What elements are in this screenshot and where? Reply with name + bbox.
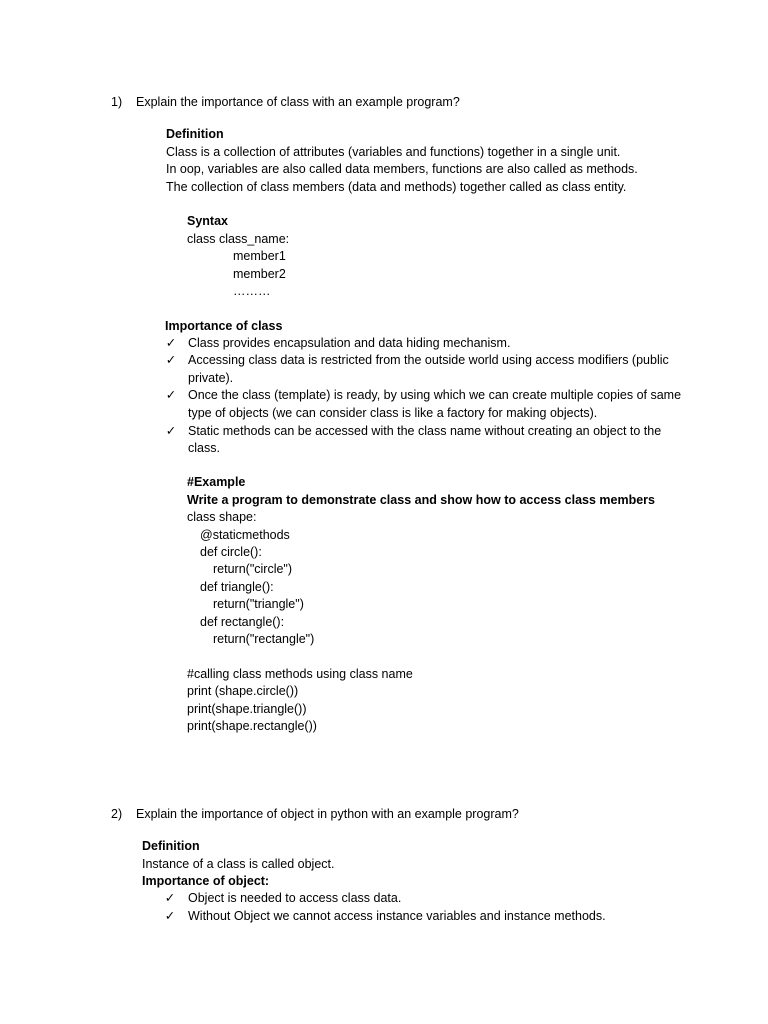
check-mark-icon: ✓ [165,388,177,402]
q1-code-line: @staticmethods [200,528,290,542]
q1-importance-point: Accessing class data is restricted from the outside world using access modifiers (public [188,353,669,367]
q1-importance-point: class. [188,441,220,455]
q2-importance-point: Object is needed to access class data. [188,891,402,905]
q1-call-line: #calling class methods using class name [187,667,413,681]
check-mark-icon: ✓ [164,909,176,923]
q1-question: Explain the importance of class with an example program? [136,95,460,109]
check-mark-icon: ✓ [165,353,177,367]
q1-call-line: print (shape.circle()) [187,684,299,698]
q1-definition-line: In oop, variables are also called data members, functions are also called as methods. [166,162,638,176]
q1-code-line: def circle(): [200,545,262,559]
q1-importance-point: private). [188,371,234,385]
q1-syntax-line: member1 [233,249,286,263]
check-mark-icon: ✓ [165,424,177,438]
q1-code-line: return("triangle") [213,597,304,611]
q1-syntax-line: member2 [233,267,286,281]
check-mark-icon: ✓ [164,891,176,905]
q1-example-task: Write a program to demonstrate class and show how to access class members [187,493,655,507]
q2-definition-line: Instance of a class is called object. [142,857,335,871]
q2-importance-heading: Importance of object: [142,874,270,888]
q1-importance-point: type of objects (we can consider class is like a factory for making objects). [188,406,598,420]
q1-code-line: return("rectangle") [213,632,315,646]
q1-number: 1) [111,95,123,109]
check-mark-icon: ✓ [165,336,177,350]
q1-call-line: print(shape.rectangle()) [187,719,317,733]
q1-code-line: return("circle") [213,562,293,576]
q1-call-line: print(shape.triangle()) [187,702,307,716]
q1-importance-point: Once the class (template) is ready, by using which we can create multiple copies of same [188,388,682,402]
q2-number: 2) [111,807,123,821]
q1-importance-point: Static methods can be accessed with the class name without creating an object to the [188,424,662,438]
q1-syntax-line: ……… [233,284,271,298]
q2-question: Explain the importance of object in python with an example program? [136,807,519,821]
q1-syntax-line: class class_name: [187,232,290,246]
q1-example-heading: #Example [187,475,246,489]
q1-code-line: class shape: [187,510,257,524]
q1-code-line: def triangle(): [200,580,274,594]
q2-importance-point: Without Object we cannot access instance variables and instance methods. [188,909,606,923]
q2-definition-heading: Definition [142,839,200,853]
q1-definition-line: The collection of class members (data and methods) together called as class entity. [166,180,627,194]
q1-code-line: def rectangle(): [200,615,285,629]
q1-syntax-heading: Syntax [187,214,228,228]
q1-importance-point: Class provides encapsulation and data hiding mechanism. [188,336,511,350]
q1-definition-line: Class is a collection of attributes (variables and functions) together in a single unit. [166,145,621,159]
q1-importance-heading: Importance of class [165,319,283,333]
q1-definition-heading: Definition [166,127,224,141]
